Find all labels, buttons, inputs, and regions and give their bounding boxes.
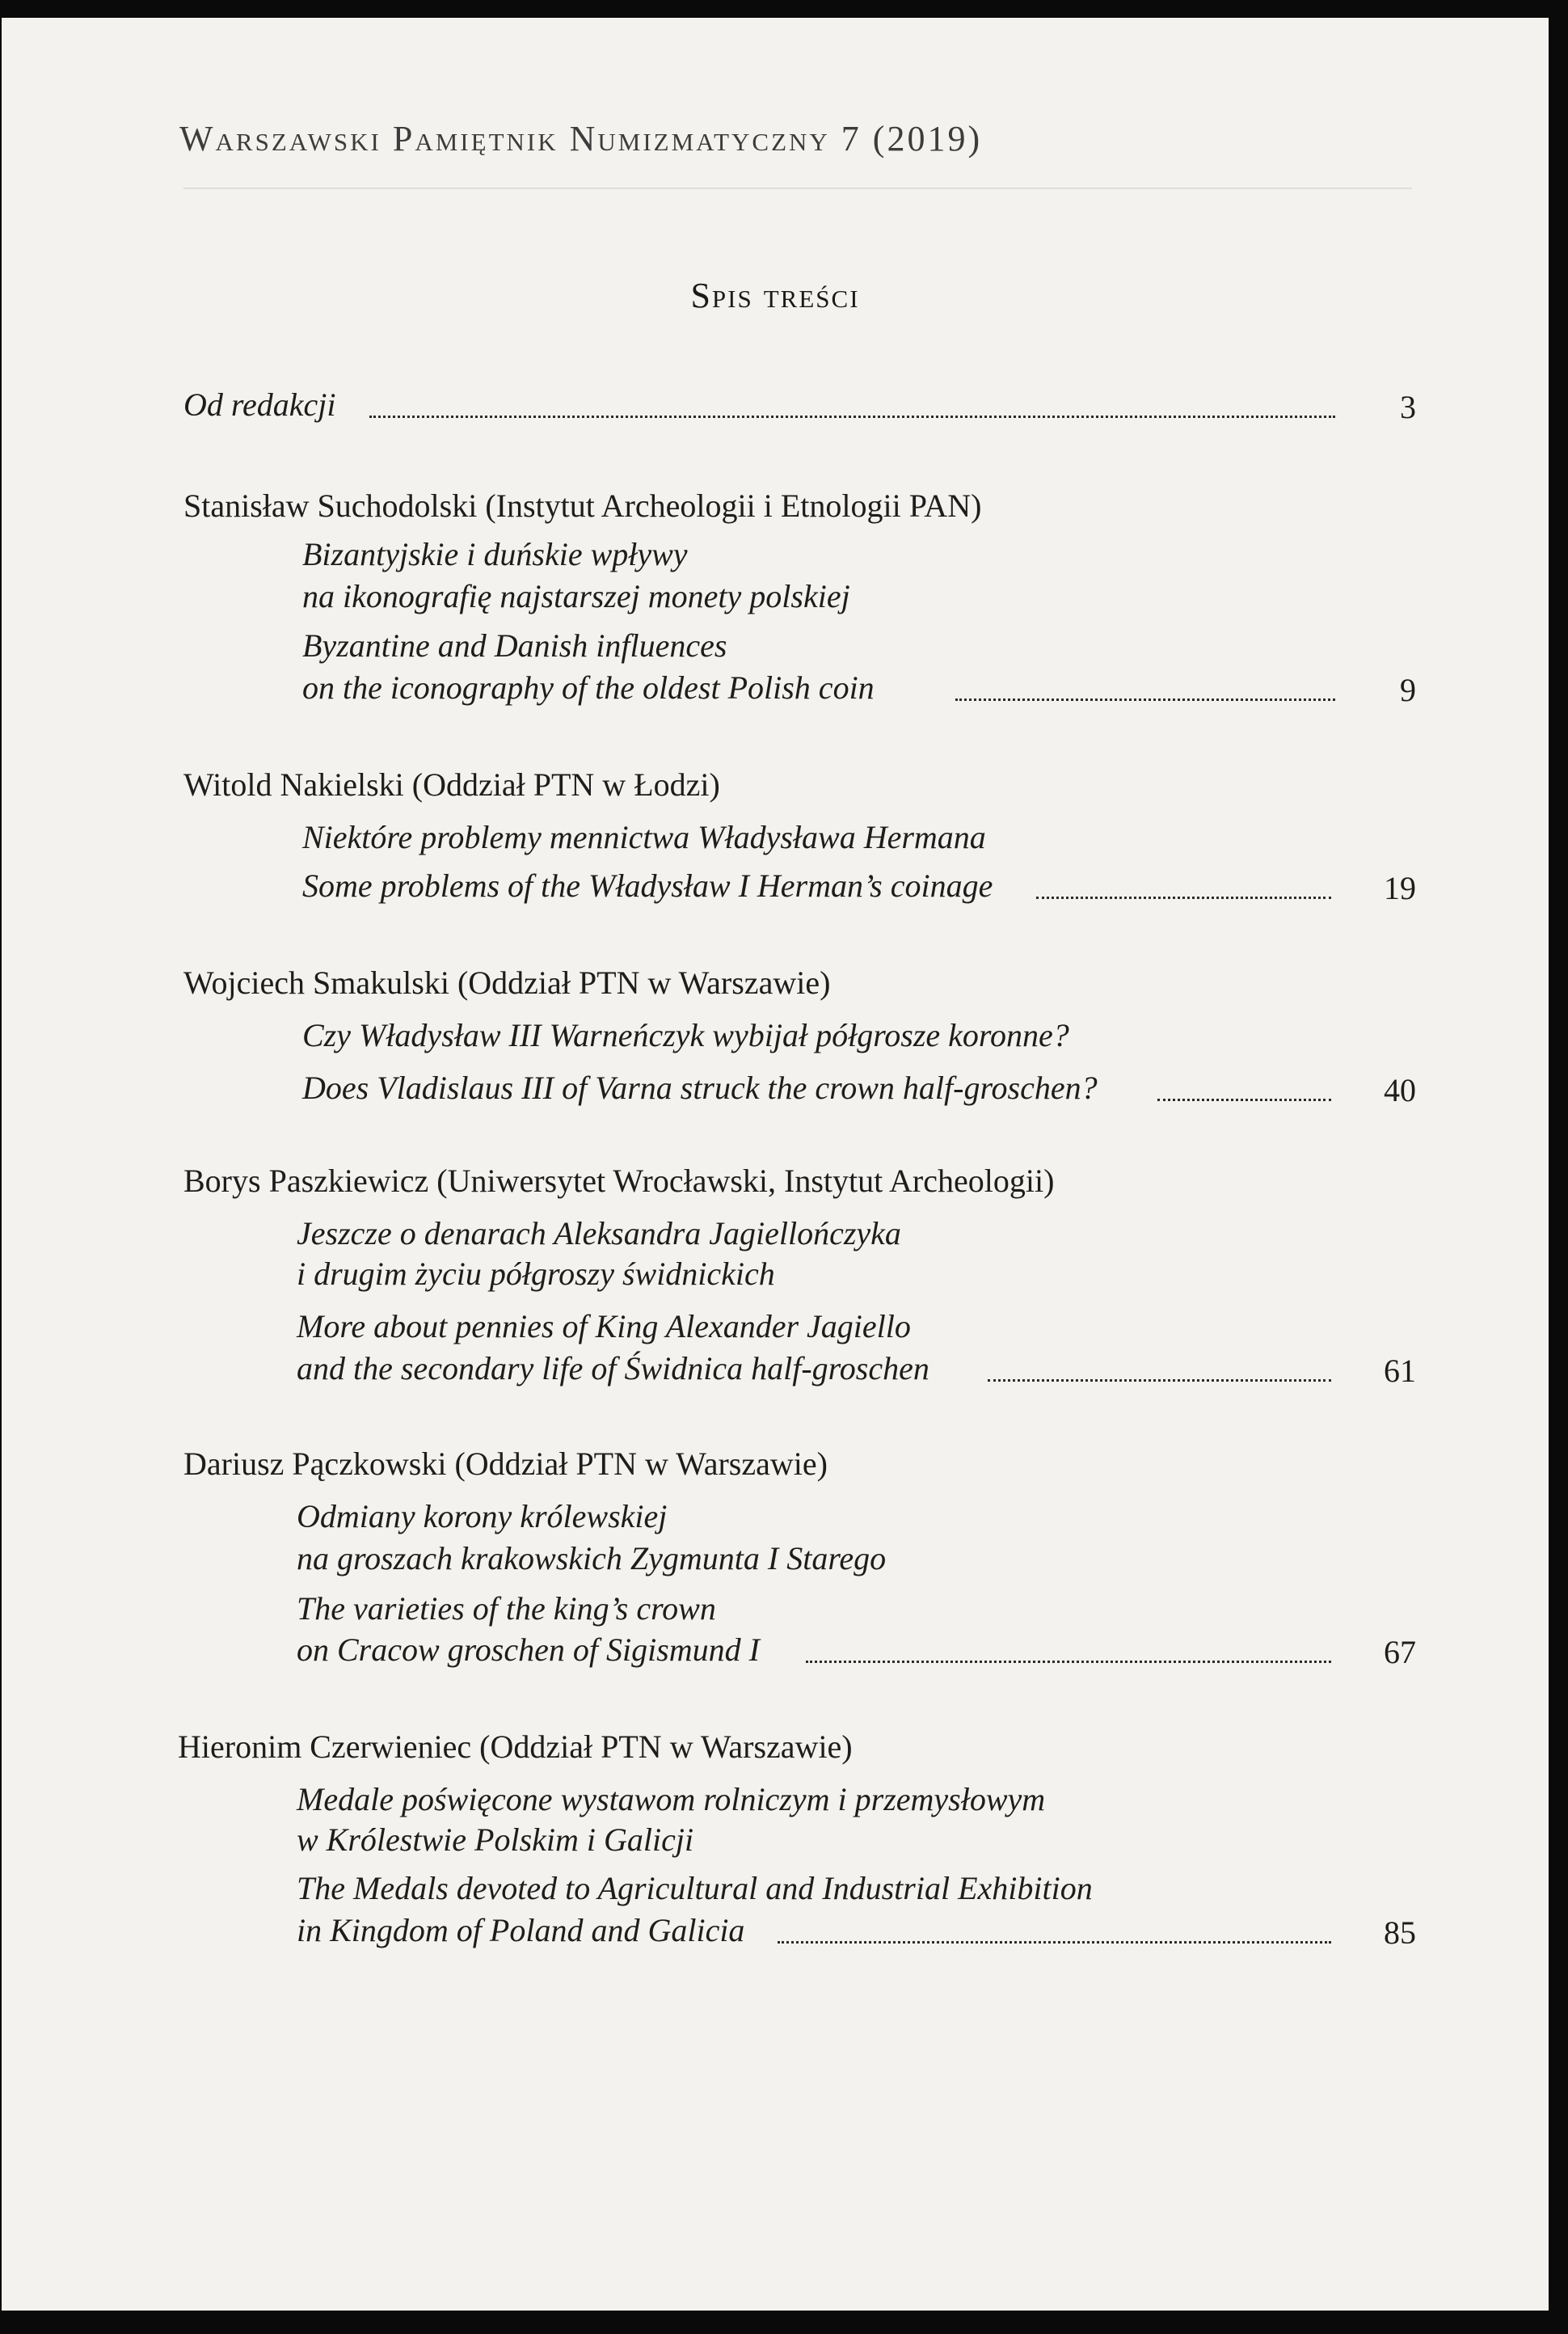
toc-title-pl: Czy Władysław III Warneńczyk wybijał półgrosze koronne? [302,1017,1069,1053]
toc-title-en: on Cracow groschen of Sigismund I [297,1631,760,1668]
document-page [2,18,1549,2311]
toc-title-en: Does Vladislaus III of Varna struck the crown half-groschen? [302,1070,1098,1106]
page-number: 40 [1384,1072,1416,1108]
toc-title-pl: Odmiany korony królewskiej [297,1498,668,1534]
toc-author: Witold Nakielski (Oddział PTN w Łodzi) [183,766,720,803]
running-header: Warszawski Pamiętnik Numizmatyczny 7 (2019) [179,119,983,158]
dot-leader [806,1661,1331,1663]
toc-title-en: The Medals devoted to Agricultural and Industrial Exhibition [297,1870,1093,1906]
toc-title-en: on the iconography of the oldest Polish coin [302,669,875,706]
page-number: 3 [1400,389,1416,425]
dot-leader [1036,897,1331,899]
toc-title-pl: Medale poświęcone wystawom rolniczym i przemysłowym [297,1781,1046,1817]
toc-title-pl: na groszach krakowskich Zygmunta I Starego [297,1540,887,1576]
dot-leader [988,1379,1331,1382]
dot-leader [955,699,1335,701]
toc-title-en: Some problems of the Władysław I Herman’s coinage [302,867,993,904]
toc-title-en: and the secondary life of Świdnica half-groschen [297,1350,929,1386]
dot-leader [369,416,1335,418]
page-number: 19 [1384,870,1416,906]
toc-title-en: in Kingdom of Poland and Galicia [297,1912,745,1948]
toc-title-pl: Niektóre problemy mennictwa Władysława Hermana [302,819,986,855]
toc-author: Hieronim Czerwieniec (Oddział PTN w Warszawie) [178,1728,853,1765]
toc-title-en: Byzantine and Danish influences [302,627,727,664]
toc-author: Wojciech Smakulski (Oddział PTN w Warszawie) [183,964,831,1001]
toc-author: Borys Paszkiewicz (Uniwersytet Wrocławski, Instytut Archeologii) [183,1163,1055,1199]
page-number: 61 [1384,1353,1416,1389]
page-number: 85 [1384,1914,1416,1951]
toc-title-pl: w Królestwie Polskim i Galicji [297,1821,694,1858]
header-rule [183,188,1412,189]
toc-author: Dariusz Pączkowski (Oddział PTN w Warszawie) [183,1446,828,1482]
toc-title-en: More about pennies of King Alexander Jagiello [297,1308,911,1344]
dot-leader [1157,1099,1331,1101]
page-number: 67 [1384,1634,1416,1670]
page-number: 9 [1400,672,1416,708]
toc-title-pl: na ikonografię najstarszej monety polskiej [302,578,850,614]
toc-editorial: Od redakcji [183,386,336,423]
toc-title-pl: Bizantyjskie i duńskie wpływy [302,536,688,572]
toc-author: Stanisław Suchodolski (Instytut Archeologii i Etnologii PAN) [183,487,982,524]
toc-title-pl: Jeszcze o denarach Aleksandra Jagiellończyka [297,1215,901,1251]
toc-title: Spis treści [690,276,860,315]
dot-leader [778,1941,1331,1944]
toc-title-pl: i drugim życiu półgroszy świdnickich [297,1256,775,1292]
toc-title-en: The varieties of the king’s crown [297,1590,716,1627]
